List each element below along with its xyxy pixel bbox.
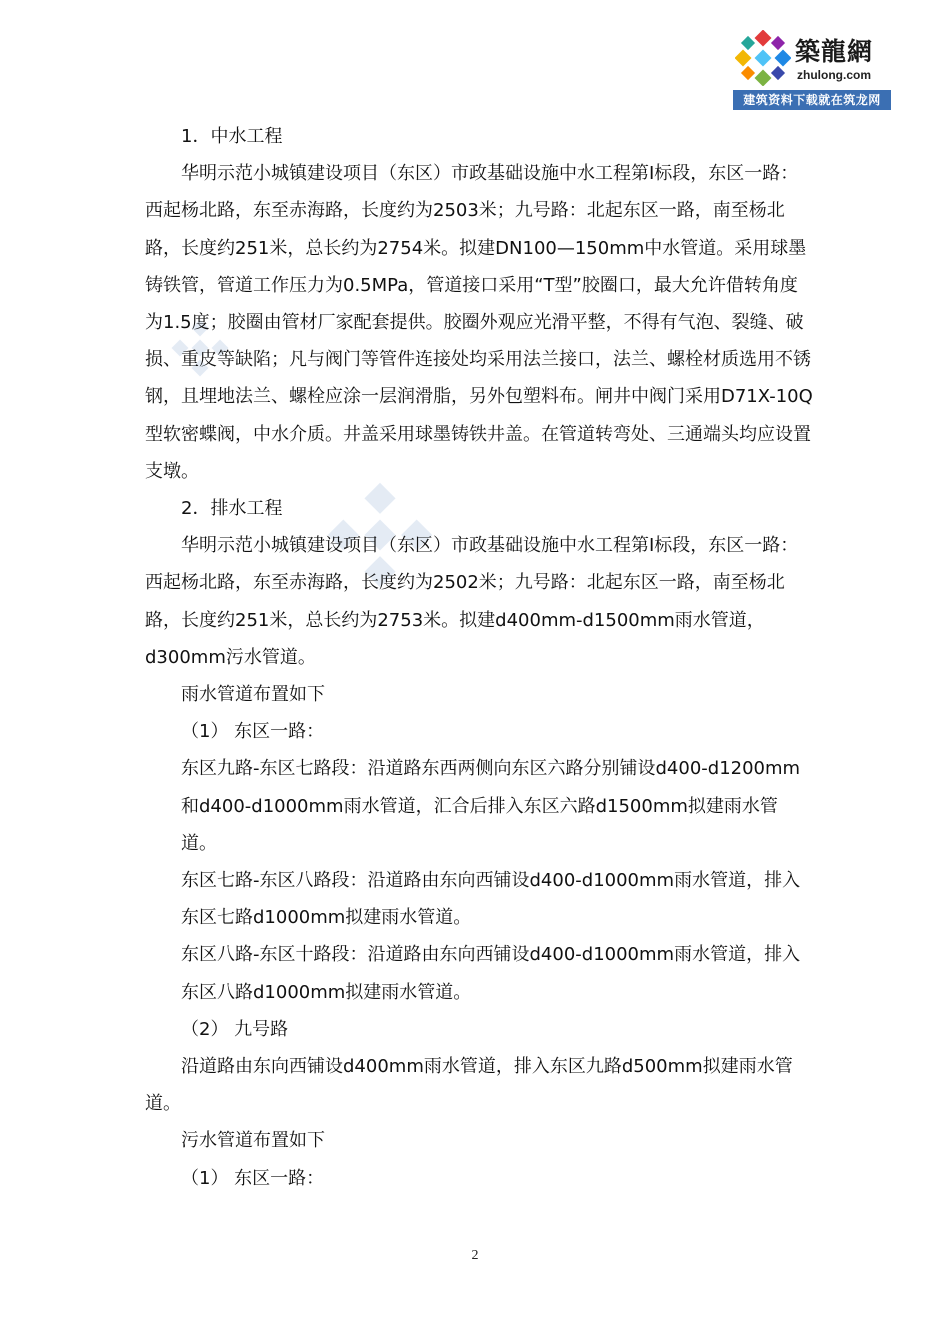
section-heading: 1．中水工程 <box>181 126 283 147</box>
list-item-heading: （1） 东区一路： <box>181 721 325 743</box>
list-item-heading: （1） 东区一路： <box>181 1167 325 1189</box>
snowflake-logo-icon <box>735 30 791 86</box>
paragraph: 污水管道布置如下 <box>181 1130 325 1152</box>
logo-url: zhulong.com <box>797 68 871 82</box>
paragraph: 华明示范小城镇建设项目（东区）市政基础设施中水工程第Ⅰ标段，东区一路：西起杨北路，东至赤海路，长度约为2503米；九号路：北起东区一路，南至杨北路，长度约251米，总长约为2754米。拟建DN100—150mm中水管道。采用球墨铸铁管，管道工作压力为0.5MPa，管道接口采用“T型”胶圈口，最大允许借转角度为1.5度；胶圈由管材厂家配套提供。胶圈外观应光滑平整，不得有气泡、裂缝、破损、重皮等缺陷；凡与阀门等管件连接处均采用法兰接口，法兰、螺栓材质选用不锈钢，且埋地法兰、螺栓应涂一层润滑脂，另外包塑料布。闸井中阀门采用D71X-10Q型软密蝶阀，中水介质。井盖采用球墨铸铁井盖。在管道转弯处、三通端头均应设置支墩。 <box>145 163 813 482</box>
page-number: 2 <box>471 1248 479 1263</box>
section-heading: 2．排水工程 <box>181 498 283 520</box>
document-body <box>145 118 813 1197</box>
zhulong-logo <box>733 28 891 110</box>
paragraph: 东区八路-东区十路段：沿道路由东向西铺设d400-d1000mm雨水管道，排入东区八路d1000mm拟建雨水管道。 <box>181 944 801 1003</box>
paragraph: 华明示范小城镇建设项目（东区）市政基础设施中水工程第Ⅰ标段，东区一路：西起杨北路，东至赤海路，长度约为2502米；九号路：北起东区一路，南至杨北路，长度约251米，总长约为2753米。拟建d400mm-d1500mm雨水管道，d300mm污水管道。 <box>145 535 799 668</box>
paragraph: 雨水管道布置如下 <box>181 684 325 706</box>
logo-slogan: 建筑资料下载就在筑龙网 <box>733 90 891 110</box>
paragraph: 沿道路由东向西铺设d400mm雨水管道，排入东区九路d500mm拟建雨水管道。 <box>145 1056 793 1115</box>
paragraph: 东区七路-东区八路段：沿道路由东向西铺设d400-d1000mm雨水管道，排入东区七路d1000mm拟建雨水管道。 <box>181 870 801 929</box>
paragraph: 东区九路-东区七路段：沿道路东西两侧向东区六路分别铺设d400-d1200mm和d400-d1000mm雨水管道，汇合后排入东区六路d1500mm拟建雨水管道。 <box>181 758 801 854</box>
logo-top <box>733 28 891 90</box>
list-item-heading: （2） 九号路 <box>181 1018 289 1040</box>
logo-title: 築龍網 <box>795 37 874 66</box>
